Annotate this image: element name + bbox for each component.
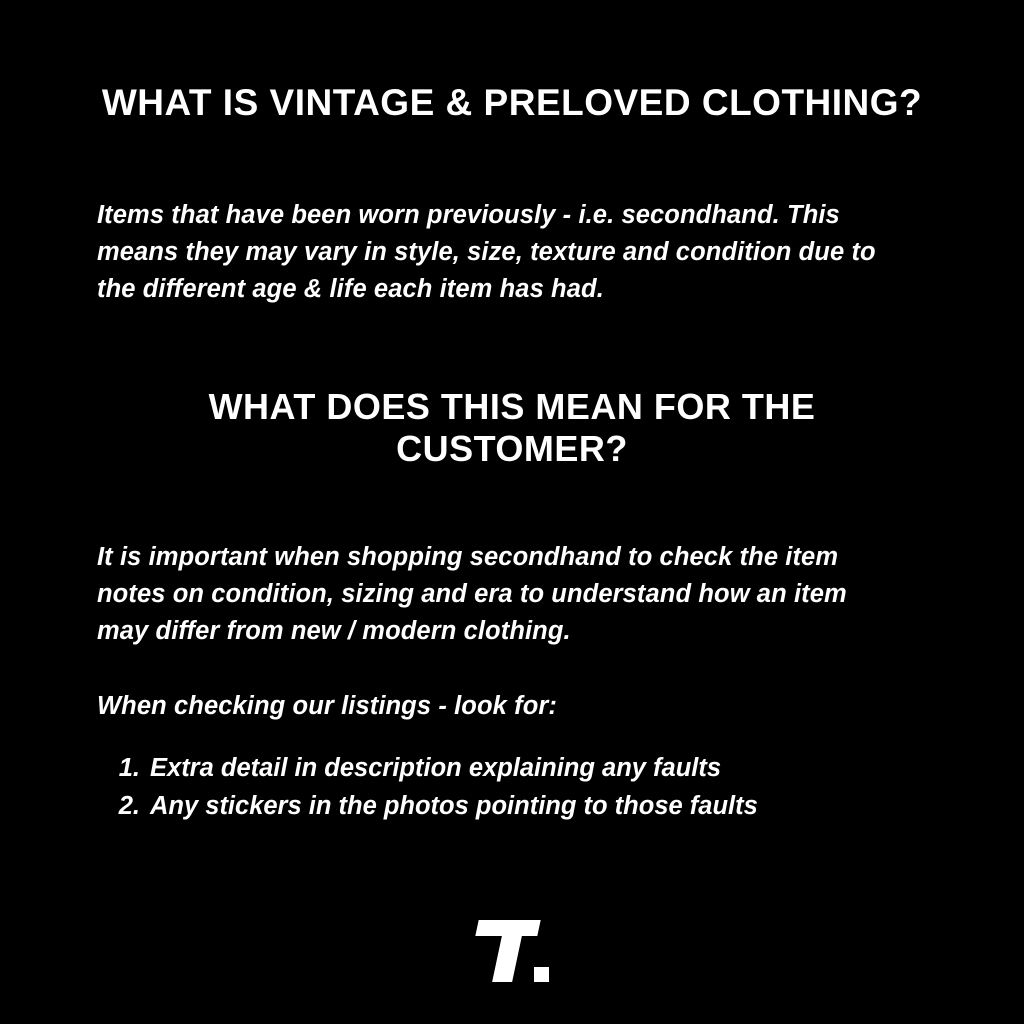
list-item xyxy=(118,749,952,787)
brand-logo-container xyxy=(0,920,1024,982)
section-spacer xyxy=(72,308,952,386)
checklist xyxy=(72,749,952,826)
logo-period-dot xyxy=(534,967,549,982)
list-item-number: 2. xyxy=(118,792,140,821)
list-item-label: Any stickers in the photos pointing to those faults xyxy=(150,792,758,821)
intro-paragraph: Items that have been worn previously - i.e. secondhand. This means they may vary in style, size, texture and condition due to the different age & life each item has had. xyxy=(97,200,876,303)
list-item-label: Extra detail in description explaining any faults xyxy=(150,754,722,783)
t-dot-logo xyxy=(469,920,555,982)
listings-lead-in: When checking our listings - look for: xyxy=(97,692,557,721)
logo-t-crossbar xyxy=(475,920,540,936)
section-heading-customer: WHAT DOES THIS MEAN FOR THE CUSTOMER? xyxy=(208,385,816,469)
list-item-number: 1. xyxy=(118,754,140,783)
list-item xyxy=(118,787,952,825)
page-title: WHAT IS VINTAGE & PRELOVED CLOTHING? xyxy=(101,82,923,123)
logo-t-stem xyxy=(492,936,522,982)
customer-paragraph: It is important when shopping secondhand to check the item notes on condition, sizing and era to understand how an item may differ from new / modern clothing. xyxy=(97,543,847,646)
